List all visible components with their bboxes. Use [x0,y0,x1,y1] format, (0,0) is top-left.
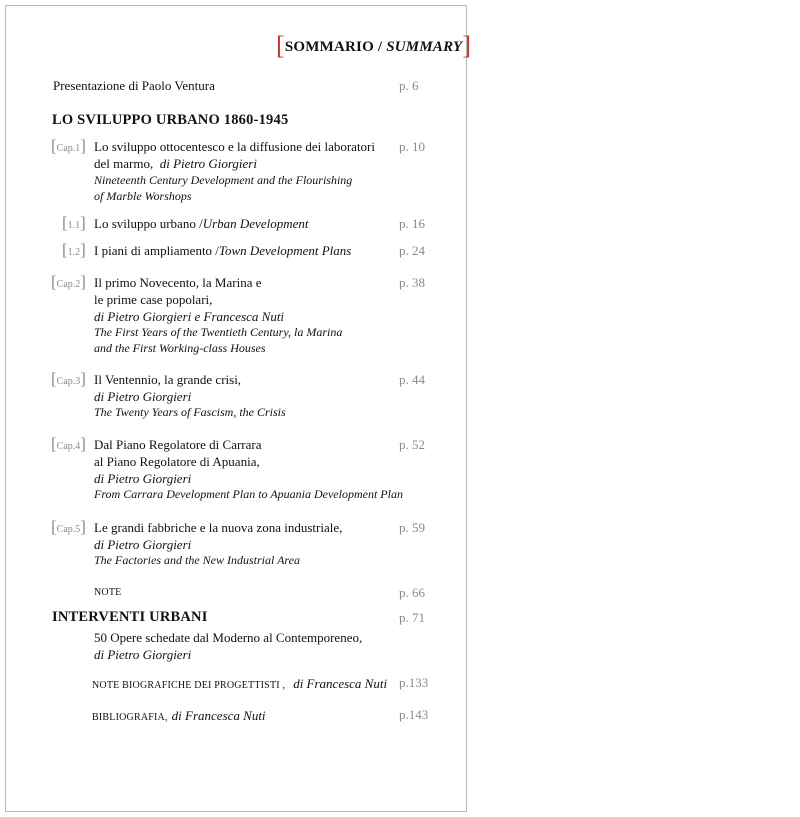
section-title-urban-interventions: INTERVENTI URBANI [52,609,208,625]
section-title-urban-development: LO SVILUPPO URBANO 1860-1945 [52,112,289,128]
title-bracket-open: [ [276,31,285,60]
presentation-page: p. 6 [399,78,419,93]
bio-notes-author: di Francesca Nuti [293,676,388,691]
presentation-entry: Presentazione di Paolo Ventura [53,78,215,93]
chapter-3-page: p. 44 [399,372,425,387]
chapter-2-page: p. 38 [399,275,425,290]
summary-title [276,28,471,58]
section-2-page: p. 71 [399,610,425,625]
chapter-3-title-line1: Il Ventennio, la grande crisi, [94,372,242,387]
notes-page: p. 66 [399,585,425,600]
chapter-5-title-line1: Le grandi fabbriche e la nuova zona industriale, [94,520,343,535]
title-bracket-close: ] [462,31,472,60]
chapter-3-english-line1: The Twenty Years of Fascism, the Crisis [94,405,286,419]
bibliography-entry: BIBLIOGRAFIA, di Francesca Nuti [92,708,266,723]
chapter-4-page: p. 52 [399,437,425,452]
section-2-author: di Pietro Giorgieri [94,647,192,662]
chapter-3-author: di Pietro Giorgieri [94,389,192,404]
subchapter-1-2-title: I piani di ampliamento /Town Development Plans [94,243,352,258]
bio-notes-page: p.133 [399,675,429,690]
chapter-4-english-line1: From Carrara Development Plan to Apuania Development Plan [94,487,403,501]
chapter-label-4: [Cap.4] [51,434,86,453]
subchapter-1-1-page: p. 16 [399,216,425,231]
subchapter-1-1-title: Lo sviluppo urbano /Urban Development [94,216,309,231]
chapter-1-english-line1: Nineteenth Century Development and the Flourishing [94,173,353,187]
chapter-5-author: di Pietro Giorgieri [94,537,192,552]
chapter-4-author: di Pietro Giorgieri [94,471,192,486]
chapter-label-2: [Cap.2] [51,272,86,291]
subchapter-1-2-page: p. 24 [399,243,425,258]
chapter-5-english-line1: The Factories and the New Industrial Area [94,553,300,567]
notes-entry: NOTE [94,587,122,598]
chapter-label-1: [Cap.1] [51,136,86,155]
chapter-label-5: [Cap.5] [51,517,86,536]
chapter-label-3: [Cap.3] [51,369,86,388]
section-2-line1: 50 Opere schedate dal Moderno al Contemporeneo, [94,630,363,645]
bibliography-page: p.143 [399,707,429,722]
chapter-1-title-line1: Lo sviluppo ottocentesco e la diffusione dei laboratori [94,139,375,154]
title-italic: SUMMARY [386,39,463,55]
bibliography-author: di Francesca Nuti [171,708,266,723]
chapter-2-english-line2: and the First Working-class Houses [94,341,266,355]
chapter-1-page: p. 10 [399,139,425,154]
bio-notes-entry: NOTE BIOGRAFICHE DEI PROGETTISTI , di Francesca Nuti [92,676,388,691]
chapter-2-title-line2: le prime case popolari, [94,292,213,307]
chapter-2-english-line1: The First Years of the Twentieth Century, la Marina [94,325,343,339]
subchapter-label-1-1: [1.1] [62,213,86,232]
chapter-4-title-line2: al Piano Regolatore di Apuania, [94,454,260,469]
chapter-2-title-line1: Il primo Novecento, la Marina e [94,275,262,290]
chapter-4-title-line1: Dal Piano Regolatore di Carrara [94,437,262,452]
title-regular: SOMMARIO / [284,39,387,55]
document-page [5,5,472,812]
chapter-1-english-line2: of Marble Worshops [94,189,192,203]
chapter-5-page: p. 59 [399,520,425,535]
subchapter-label-1-2: [1.2] [62,240,86,259]
chapter-1-title-line2: del marmo, di Pietro Giorgieri [94,156,257,171]
chapter-2-author: di Pietro Giorgieri e Francesca Nuti [94,309,285,324]
chapter-1-author: di Pietro Giorgieri [159,156,257,171]
